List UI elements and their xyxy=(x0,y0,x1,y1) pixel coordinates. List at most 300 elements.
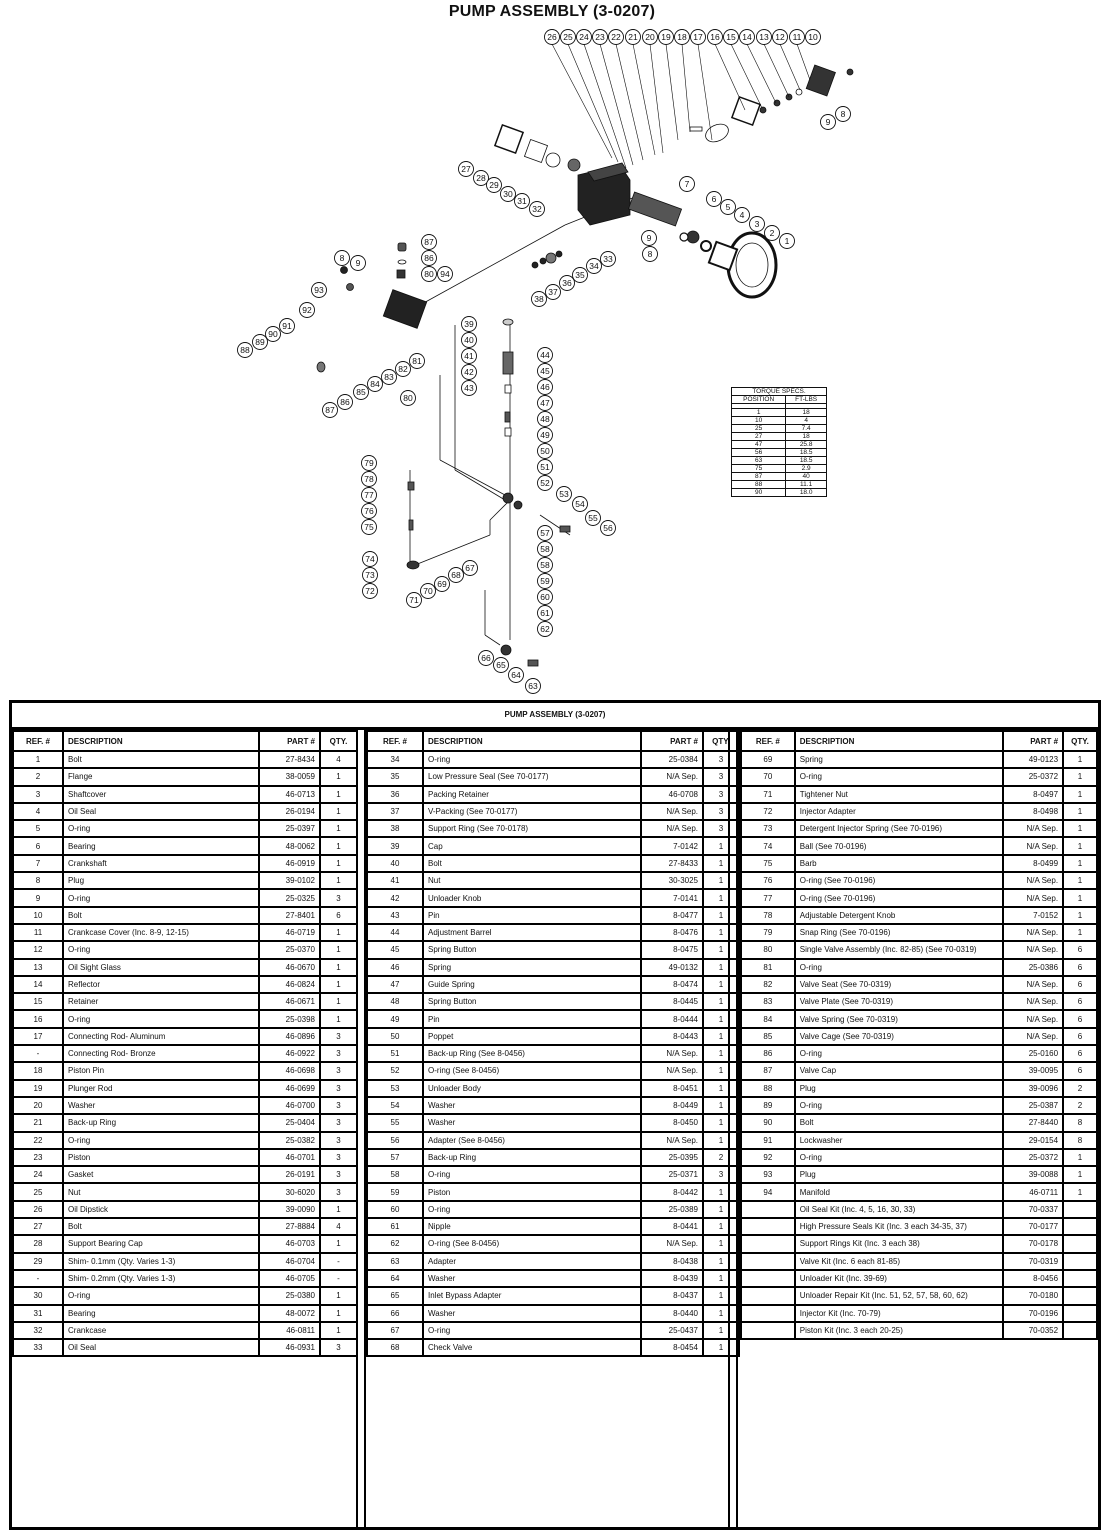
callout-23 xyxy=(593,30,608,45)
header-qty: QTY. xyxy=(1063,731,1097,751)
ref-number: 2 xyxy=(13,768,63,785)
callout-14 xyxy=(740,30,755,45)
table-row xyxy=(367,872,739,889)
leader-line xyxy=(682,44,690,132)
ref-number: 32 xyxy=(13,1322,63,1339)
callout-9 xyxy=(821,115,836,130)
callout-61 xyxy=(538,606,553,621)
exploded-diagram xyxy=(0,25,1104,695)
table-row xyxy=(741,1322,1097,1339)
quantity: 1 xyxy=(703,1062,739,1079)
ref-number: 5 xyxy=(13,820,63,837)
table-row xyxy=(13,959,357,976)
torque-row xyxy=(732,409,827,417)
description: Bolt xyxy=(423,855,641,872)
description: Unloader Knob xyxy=(423,889,641,906)
part-number: 8-0443 xyxy=(641,1028,703,1045)
table-row xyxy=(13,1183,357,1200)
quantity: 1 xyxy=(1063,803,1097,820)
part-number: 8-0445 xyxy=(641,993,703,1010)
table-row xyxy=(13,1201,357,1218)
part-number: N/A Sep. xyxy=(641,1132,703,1149)
torque-position: 1 xyxy=(732,409,786,417)
part-number: 7-0142 xyxy=(641,837,703,854)
table-row xyxy=(13,1305,357,1322)
callout-80 xyxy=(422,267,437,282)
leader-line xyxy=(568,44,618,162)
callout-17 xyxy=(691,30,706,45)
part-number: 8-0454 xyxy=(641,1339,703,1356)
part-number: 46-0711 xyxy=(1003,1183,1063,1200)
callout-66 xyxy=(479,651,494,666)
ref-number: 25 xyxy=(13,1183,63,1200)
table-row xyxy=(13,1132,357,1149)
callout-86 xyxy=(422,251,437,266)
description: Crankcase xyxy=(63,1322,259,1339)
callout-65 xyxy=(494,658,509,673)
ref-number xyxy=(741,1305,795,1322)
table-row xyxy=(367,889,739,906)
parts-section-2 xyxy=(366,730,740,1357)
callout-label: 91 xyxy=(282,321,292,331)
part-number: 26-0194 xyxy=(259,803,320,820)
quantity: 1 xyxy=(320,837,357,854)
description: Crankcase Cover (Inc. 8-9, 12-15) xyxy=(63,924,259,941)
quantity: 1 xyxy=(320,976,357,993)
quantity: 1 xyxy=(703,1270,739,1287)
leader-line xyxy=(780,44,800,90)
description: Bolt xyxy=(63,907,259,924)
description: Support Ring (See 70-0178) xyxy=(423,820,641,837)
description: Adapter xyxy=(423,1253,641,1270)
table-row xyxy=(13,1097,357,1114)
quantity xyxy=(1063,1253,1097,1270)
callout-30 xyxy=(501,187,516,202)
part-number: 8-0475 xyxy=(641,941,703,958)
leader-line xyxy=(698,44,712,140)
callout-label: 23 xyxy=(595,32,605,42)
table-row xyxy=(13,1270,357,1287)
part-number: 8-0442 xyxy=(641,1183,703,1200)
callout-label: 51 xyxy=(540,462,550,472)
quantity: 6 xyxy=(1063,1028,1097,1045)
callout-label: 71 xyxy=(409,595,419,605)
table-row xyxy=(741,855,1097,872)
crankshaft-shape xyxy=(628,192,681,226)
table-row xyxy=(741,837,1097,854)
table-row xyxy=(13,1149,357,1166)
torque-row xyxy=(732,489,827,497)
ref-number: 62 xyxy=(367,1235,423,1252)
callout-label: 12 xyxy=(775,32,785,42)
ref-number: 94 xyxy=(741,1183,795,1200)
ref-number: 86 xyxy=(741,1045,795,1062)
part-number: N/A Sep. xyxy=(1003,889,1063,906)
table-row xyxy=(13,976,357,993)
callout-label: 9 xyxy=(646,233,652,243)
part-number: N/A Sep. xyxy=(641,820,703,837)
table-row xyxy=(13,1218,357,1235)
description: Low Pressure Seal (See 70-0177) xyxy=(423,768,641,785)
part-number: 27-8434 xyxy=(259,751,320,768)
ref-number: 74 xyxy=(741,837,795,854)
callout-label: 60 xyxy=(540,592,550,602)
callout-label: 39 xyxy=(464,319,474,329)
part-number: 30-6020 xyxy=(259,1183,320,1200)
ref-number: 31 xyxy=(13,1305,63,1322)
table-row xyxy=(367,976,739,993)
quantity: 1 xyxy=(703,1028,739,1045)
part-number: 70-0196 xyxy=(1003,1305,1063,1322)
quantity: 3 xyxy=(320,1097,357,1114)
ref-number: 80 xyxy=(741,941,795,958)
table-row xyxy=(13,837,357,854)
callout-22 xyxy=(609,30,624,45)
callout-label: 88 xyxy=(240,345,250,355)
description: Oil Seal xyxy=(63,803,259,820)
callout-label: 22 xyxy=(611,32,621,42)
torque-value: 40 xyxy=(786,473,827,481)
callout-59 xyxy=(538,574,553,589)
quantity: 3 xyxy=(320,1149,357,1166)
callout-label: 76 xyxy=(364,506,374,516)
part-number: N/A Sep. xyxy=(1003,872,1063,889)
description: Washer xyxy=(423,1114,641,1131)
part-number: 8-0439 xyxy=(641,1270,703,1287)
callout-label: 15 xyxy=(726,32,736,42)
ref-number xyxy=(741,1218,795,1235)
description: Washer xyxy=(423,1270,641,1287)
table-row xyxy=(367,751,739,768)
quantity: 1 xyxy=(1063,1183,1097,1200)
leader-line xyxy=(715,44,745,110)
quantity: 2 xyxy=(1063,1080,1097,1097)
callout-label: 61 xyxy=(540,608,550,618)
ref-number: 14 xyxy=(13,976,63,993)
torque-position: 25 xyxy=(732,425,786,433)
quantity: 1 xyxy=(1063,1166,1097,1183)
callout-92 xyxy=(300,303,315,318)
table-row xyxy=(13,872,357,889)
callout-68 xyxy=(449,568,464,583)
part-number: 70-0337 xyxy=(1003,1201,1063,1218)
ref-number: 73 xyxy=(741,820,795,837)
callout-40 xyxy=(462,333,477,348)
quantity: 1 xyxy=(1063,786,1097,803)
table-row xyxy=(13,1235,357,1252)
table-row xyxy=(13,1045,357,1062)
callout-33 xyxy=(601,252,616,267)
part-number: 39-0090 xyxy=(259,1201,320,1218)
description: High Pressure Seals Kit (Inc. 3 each 34-35, 37) xyxy=(795,1218,1004,1235)
torque-specs-title: TORQUE SPECS. xyxy=(732,388,827,396)
description: Valve Seat (See 70-0319) xyxy=(795,976,1004,993)
description: Snap Ring (See 70-0196) xyxy=(795,924,1004,941)
callout-label: 9 xyxy=(825,117,831,127)
callout-1 xyxy=(780,234,795,249)
ref-number: 58 xyxy=(367,1166,423,1183)
description: Pin xyxy=(423,1010,641,1027)
part-number: 8-0451 xyxy=(641,1080,703,1097)
torque-row xyxy=(732,417,827,425)
callout-20 xyxy=(643,30,658,45)
part-number: 39-0102 xyxy=(259,872,320,889)
leader-line xyxy=(650,44,663,153)
quantity: 6 xyxy=(1063,1045,1097,1062)
description: Cap xyxy=(423,837,641,854)
callout-57 xyxy=(538,526,553,541)
part-number: 25-0404 xyxy=(259,1114,320,1131)
quantity: 8 xyxy=(1063,1132,1097,1149)
description: O-ring (See 8-0456) xyxy=(423,1062,641,1079)
quantity: - xyxy=(320,1270,357,1287)
ref-number: 92 xyxy=(741,1149,795,1166)
table-row xyxy=(367,1183,739,1200)
ref-number: 29 xyxy=(13,1253,63,1270)
ref-number: 40 xyxy=(367,855,423,872)
callout-label: 58 xyxy=(540,560,550,570)
part-number: 7-0141 xyxy=(641,889,703,906)
table-row xyxy=(741,993,1097,1010)
part-number: 8-0497 xyxy=(1003,786,1063,803)
description: Piston xyxy=(63,1149,259,1166)
description: Ball (See 70-0196) xyxy=(795,837,1004,854)
table-row xyxy=(741,820,1097,837)
leader-line xyxy=(600,44,633,165)
table-row xyxy=(13,1028,357,1045)
callout-84 xyxy=(368,377,383,392)
part-number: 70-0352 xyxy=(1003,1322,1063,1339)
ref-number: 75 xyxy=(741,855,795,872)
torque-position: 63 xyxy=(732,457,786,465)
callout-layer xyxy=(238,30,851,694)
header-ref: REF. # xyxy=(741,731,795,751)
callout-32 xyxy=(530,202,545,217)
ref-number: 89 xyxy=(741,1097,795,1114)
callout-81 xyxy=(410,354,425,369)
description: O-ring xyxy=(63,1287,259,1304)
quantity: 1 xyxy=(703,1235,739,1252)
quantity: 1 xyxy=(703,941,739,958)
callout-88 xyxy=(238,343,253,358)
callout-label: 14 xyxy=(742,32,752,42)
part-number: 39-0096 xyxy=(1003,1080,1063,1097)
quantity: 3 xyxy=(320,1166,357,1183)
callout-52 xyxy=(538,476,553,491)
callout-label: 3 xyxy=(754,219,760,229)
description: Valve Spring (See 70-0319) xyxy=(795,1010,1004,1027)
callout-72 xyxy=(363,584,378,599)
description: Shaftcover xyxy=(63,786,259,803)
callout-label: 53 xyxy=(559,489,569,499)
table-row xyxy=(13,889,357,906)
ref-number: 35 xyxy=(367,768,423,785)
callout-label: 45 xyxy=(540,366,550,376)
callout-91 xyxy=(280,319,295,334)
callout-label: 93 xyxy=(314,285,324,295)
ref-number: 18 xyxy=(13,1062,63,1079)
parts-table-title: PUMP ASSEMBLY (3-0207) xyxy=(12,703,1098,730)
ref-number: 51 xyxy=(367,1045,423,1062)
callout-label: 72 xyxy=(365,586,375,596)
callout-69 xyxy=(435,577,450,592)
part-number: 25-0437 xyxy=(641,1322,703,1339)
ref-number: 34 xyxy=(367,751,423,768)
callout-12 xyxy=(773,30,788,45)
table-row xyxy=(367,1270,739,1287)
ref-number: 64 xyxy=(367,1270,423,1287)
callout-label: 33 xyxy=(603,254,613,264)
callout-label: 8 xyxy=(339,253,345,263)
table-row xyxy=(741,872,1097,889)
part-number: 25-0384 xyxy=(641,751,703,768)
part-number: 70-0319 xyxy=(1003,1253,1063,1270)
ref-number: 85 xyxy=(741,1028,795,1045)
description: Connecting Rod- Aluminum xyxy=(63,1028,259,1045)
quantity: 1 xyxy=(320,1305,357,1322)
callout-50 xyxy=(538,444,553,459)
quantity: 3 xyxy=(320,1062,357,1079)
quantity: 6 xyxy=(1063,1010,1097,1027)
part-number: 26-0191 xyxy=(259,1166,320,1183)
table-row xyxy=(13,941,357,958)
callout-label: 1 xyxy=(784,236,790,246)
description: Flange xyxy=(63,768,259,785)
ref-number: 55 xyxy=(367,1114,423,1131)
description: Reflector xyxy=(63,976,259,993)
description: Lockwasher xyxy=(795,1132,1004,1149)
description: Single Valve Assembly (Inc. 82-85) (See 70-0319) xyxy=(795,941,1004,958)
part-number: 8-0498 xyxy=(1003,803,1063,820)
callout-54 xyxy=(573,497,588,512)
ref-number: 59 xyxy=(367,1183,423,1200)
callout-45 xyxy=(538,364,553,379)
ref-number: 26 xyxy=(13,1201,63,1218)
part-number: 25-0387 xyxy=(1003,1097,1063,1114)
quantity: 1 xyxy=(703,1114,739,1131)
ref-number: 48 xyxy=(367,993,423,1010)
part-number: 8-0437 xyxy=(641,1287,703,1304)
description: Support Rings Kit (Inc. 3 each 38) xyxy=(795,1235,1004,1252)
callout-label: 44 xyxy=(540,350,550,360)
table-row xyxy=(367,1097,739,1114)
callout-83 xyxy=(382,370,397,385)
table-row xyxy=(741,1287,1097,1304)
callout-25 xyxy=(561,30,576,45)
table-row xyxy=(13,820,357,837)
quantity: 1 xyxy=(1063,837,1097,854)
description: Pin xyxy=(423,907,641,924)
callout-label: 17 xyxy=(693,32,703,42)
quantity: 3 xyxy=(320,1080,357,1097)
callout-label: 8 xyxy=(840,109,846,119)
table-row xyxy=(13,1010,357,1027)
callout-label: 25 xyxy=(563,32,573,42)
ref-number: 27 xyxy=(13,1218,63,1235)
ref-number xyxy=(741,1253,795,1270)
description: Adapter (See 8-0456) xyxy=(423,1132,641,1149)
part-number: 46-0670 xyxy=(259,959,320,976)
table-row xyxy=(13,1339,357,1356)
quantity: 1 xyxy=(320,768,357,785)
callout-label: 73 xyxy=(365,570,375,580)
callout-label: 9 xyxy=(355,258,361,268)
table-row xyxy=(367,855,739,872)
part-number: 25-0372 xyxy=(1003,1149,1063,1166)
torque-header-ftlbs: FT-LBS xyxy=(786,396,827,404)
ref-number: 38 xyxy=(367,820,423,837)
callout-label: 65 xyxy=(496,660,506,670)
description: Spring Button xyxy=(423,993,641,1010)
callout-93 xyxy=(312,283,327,298)
description: O-ring xyxy=(795,1097,1004,1114)
callout-55 xyxy=(586,511,601,526)
callout-label: 66 xyxy=(481,653,491,663)
quantity: 1 xyxy=(703,1201,739,1218)
table-row xyxy=(741,768,1097,785)
description: Unloader Repair Kit (Inc. 51, 52, 57, 58, 60, 62) xyxy=(795,1287,1004,1304)
part-number: N/A Sep. xyxy=(641,768,703,785)
table-row xyxy=(367,924,739,941)
table-row xyxy=(367,1114,739,1131)
callout-38 xyxy=(532,292,547,307)
description: O-ring xyxy=(795,959,1004,976)
ref-number: 70 xyxy=(741,768,795,785)
callout-62 xyxy=(538,622,553,637)
part-number: 46-0703 xyxy=(259,1235,320,1252)
callout-label: 21 xyxy=(628,32,638,42)
ref-number: 44 xyxy=(367,924,423,941)
quantity: 1 xyxy=(320,941,357,958)
table-row xyxy=(13,993,357,1010)
parts-section-1 xyxy=(12,730,358,1357)
table-row xyxy=(741,1080,1097,1097)
quantity xyxy=(1063,1270,1097,1287)
table-row xyxy=(741,1270,1097,1287)
callout-label: 13 xyxy=(759,32,769,42)
callout-2 xyxy=(765,226,780,241)
callout-70 xyxy=(421,584,436,599)
ref-number: 54 xyxy=(367,1097,423,1114)
ref-number: 90 xyxy=(741,1114,795,1131)
table-row xyxy=(741,976,1097,993)
table-row xyxy=(367,993,739,1010)
section-divider xyxy=(356,730,366,1527)
ref-number: 69 xyxy=(741,751,795,768)
torque-value: 18.5 xyxy=(786,457,827,465)
callout-42 xyxy=(462,365,477,380)
parts-section-3 xyxy=(740,730,1098,1340)
leader-line xyxy=(764,44,789,97)
callout-label: 84 xyxy=(370,379,380,389)
quantity: 3 xyxy=(320,1132,357,1149)
description: Valve Cage (See 70-0319) xyxy=(795,1028,1004,1045)
table-row xyxy=(741,941,1097,958)
callout-64 xyxy=(509,668,524,683)
ref-number: 68 xyxy=(367,1339,423,1356)
description: Piston Pin xyxy=(63,1062,259,1079)
quantity: 1 xyxy=(320,1287,357,1304)
description: Washer xyxy=(63,1097,259,1114)
torque-value: 18.0 xyxy=(786,489,827,497)
callout-label: 89 xyxy=(255,337,265,347)
table-row xyxy=(741,889,1097,906)
quantity: 1 xyxy=(1063,751,1097,768)
quantity: 1 xyxy=(703,1183,739,1200)
description: Crankshaft xyxy=(63,855,259,872)
description: Retainer xyxy=(63,993,259,1010)
callout-label: 58 xyxy=(540,544,550,554)
